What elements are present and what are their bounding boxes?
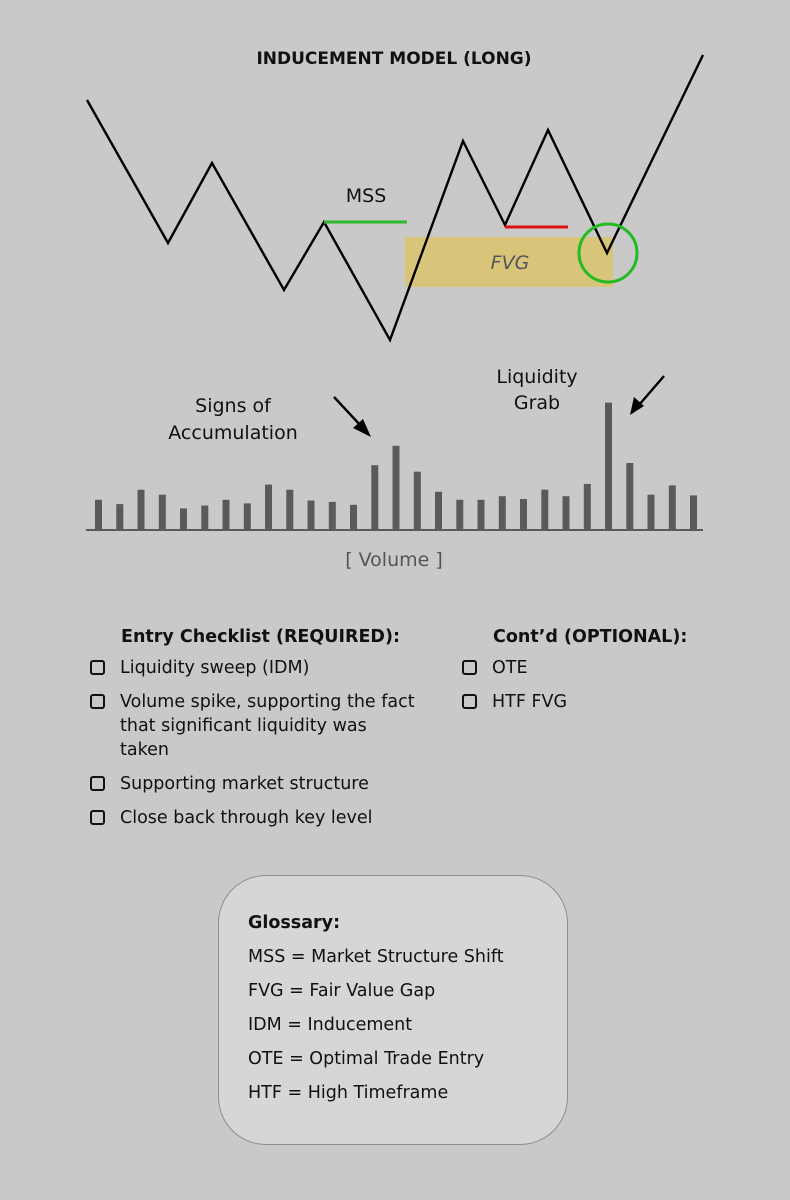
optional-checklist-items	[462, 656, 722, 714]
volume-label: [ Volume ]	[345, 549, 443, 571]
checkbox[interactable]	[462, 660, 477, 675]
volume-bar	[95, 500, 102, 530]
volume-bar	[456, 500, 463, 530]
volume-bar	[329, 502, 336, 530]
volume-bar	[690, 495, 697, 530]
volume-bar	[223, 500, 230, 530]
volume-bar	[435, 492, 442, 530]
volume-bar	[180, 508, 187, 530]
checklist-item	[90, 806, 420, 830]
glossary-item: OTE = Optimal Trade Entry	[248, 1049, 485, 1069]
volume-bar	[478, 500, 485, 530]
volume-bar	[138, 490, 145, 530]
volume-bar	[371, 465, 378, 530]
accumulation-label-line1: Signs of	[195, 395, 271, 417]
volume-bar	[350, 505, 357, 530]
optional-checklist-title: Cont’d (OPTIONAL):	[493, 627, 688, 647]
liquidity-arrow-shaft	[639, 376, 664, 405]
glossary-box	[218, 875, 568, 1145]
volume-bar	[669, 485, 676, 530]
volume-bar	[414, 472, 421, 530]
price-path-line	[87, 55, 703, 340]
volume-bar	[308, 501, 315, 531]
glossary-item: MSS = Market Structure Shift	[248, 947, 504, 967]
liquidity-label-line2: Grab	[513, 392, 561, 414]
checklist-item	[90, 656, 420, 680]
volume-bar	[286, 490, 293, 530]
required-checklist-items	[90, 656, 420, 830]
volume-bar	[116, 504, 123, 530]
accumulation-arrow-shaft	[334, 397, 362, 427]
checklist-item-text: Supporting market structure	[120, 774, 369, 794]
volume-bar	[584, 484, 591, 530]
volume-bar	[159, 495, 166, 530]
diagram-title: INDUCEMENT MODEL (LONG)	[256, 49, 532, 69]
volume-bar	[201, 506, 208, 531]
glossary-item: IDM = Inducement	[248, 1015, 413, 1035]
checklist-item	[462, 656, 722, 680]
volume-bar	[265, 485, 272, 530]
checkbox[interactable]	[90, 694, 105, 709]
volume-bar	[244, 503, 251, 530]
checklist-item-text: OTE	[492, 658, 528, 678]
checkbox[interactable]	[90, 776, 105, 791]
volume-bar	[393, 446, 400, 530]
required-checklist-title: Entry Checklist (REQUIRED):	[121, 627, 400, 647]
checklist-item	[90, 772, 420, 796]
checklist-item-text: Liquidity sweep (IDM)	[120, 658, 310, 678]
accumulation-label-line2: Accumulation	[168, 422, 298, 444]
volume-bar	[605, 403, 612, 530]
checklist-item-text: Volume spike, supporting the fact that significant liquidity was taken	[120, 692, 415, 760]
glossary-item: FVG = Fair Value Gap	[248, 981, 436, 1001]
glossary-item: HTF = High Timeframe	[248, 1083, 449, 1103]
glossary-list	[248, 946, 567, 1104]
checklist-item	[462, 690, 722, 714]
fvg-label: FVG	[490, 252, 530, 274]
liquidity-label-line1: Liquidity	[496, 366, 578, 388]
volume-bar	[648, 495, 655, 530]
checkbox[interactable]	[90, 660, 105, 675]
checkbox[interactable]	[90, 810, 105, 825]
volume-bar	[499, 496, 506, 530]
volume-bar	[541, 490, 548, 530]
volume-bar	[563, 496, 570, 530]
checkbox[interactable]	[462, 694, 477, 709]
glossary-title: Glossary:	[248, 913, 341, 933]
mss-label: MSS	[345, 185, 387, 207]
volume-bar	[626, 463, 633, 530]
liquidity-arrow-head	[630, 397, 644, 415]
optional-checklist	[462, 626, 722, 724]
checklist-item-text: Close back through key level	[120, 808, 373, 828]
required-checklist	[90, 626, 420, 840]
checklist-item-text: HTF FVG	[492, 692, 568, 712]
volume-bar	[520, 499, 527, 530]
checklist-item	[90, 690, 420, 762]
